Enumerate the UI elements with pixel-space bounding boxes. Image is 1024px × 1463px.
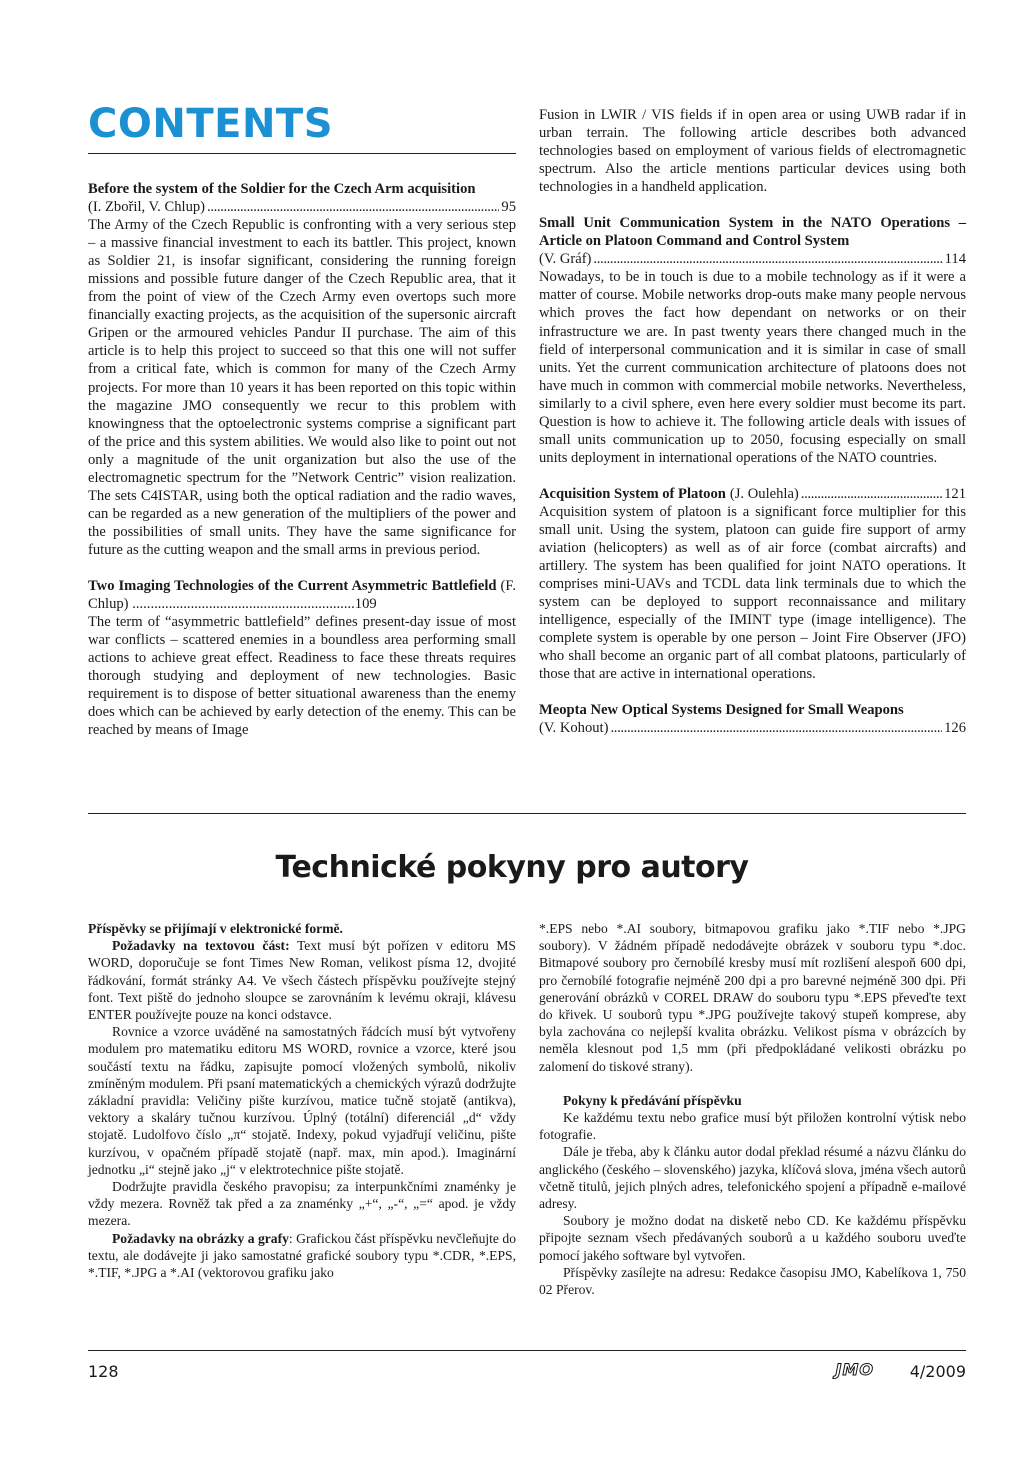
entry-abstract: Acquisition system of platoon is a significant force multiplier for this small unit. Using the system, platoon can guide fire support of army aviation (helicopters) as well as of air force (combat aircrafts) and artillery. The system has been qualified for joint NATO operations. It comprises mini-UAVs and TCDL data link terminals due to which the system can be deployed to support reconnaissance and military intelligence, especially of the IMINT type (image intelligence). The complete system is operable by one person – Joint Fire Observer (JFO) who shall become an organic part of all combat platoons, particularly of those that are active in international operations.: [539, 503, 966, 683]
leader-dots: [610, 719, 942, 737]
page-number: 128: [88, 1362, 119, 1381]
entry-authors: (J. Oulehla): [729, 485, 799, 502]
entry-title: Small Unit Communication System in the NATO Operations – Article on Platoon Command and Control System: [539, 215, 966, 250]
guidelines-intro: Příspěvky se přijímají v elektronické formě.: [88, 921, 343, 936]
entry-authors: (V. Gráf): [539, 251, 592, 268]
issue-number: 4/2009: [909, 1362, 966, 1381]
entry-title: Two Imaging Technologies of the Current Asymmetric Battlefield: [88, 577, 497, 594]
delivery-address: Příspěvky zasílejte na adresu: Redakce časopisu JMO, Kabelíkova 1, 750 02 Přerov.: [539, 1264, 966, 1298]
journal-logo: JMO: [835, 1360, 874, 1379]
footer-rule: [88, 1350, 966, 1351]
contents-entry: [539, 701, 966, 737]
page-footer: [88, 1362, 966, 1386]
entry-byline: [88, 577, 516, 613]
title-rule: [88, 153, 516, 154]
contents-entry-continuation: [539, 106, 966, 196]
entry-abstract-continued: Fusion in LWIR / VIS fields if in open area or using UWB radar if in urban terrain. The following article describes both advanced technologies based on employment of various fields of electromagnetic spectrum. Also the article mentions particular devices using both technologies in a handheld application.: [539, 107, 966, 196]
text-requirements-body: Text musí být pořízen v editoru MS WORD, doporučuje se font Times New Roman, velikost písma 12, dvojité řádkování, formát stránky A4. Ve všech částech příspěvku používejte stejný font. Text piště do jednoho sloupce se zarovnáním k levému okraji, klávesu ENTER používejte pouze na konci odstavce.: [88, 938, 516, 1023]
delivery-paragraph: Soubory je možno dodat na disketě nebo CD. Ke každému příspěvku připojte seznam všech předávaných souborů a u každého souboru uveďte pomocí jakého software byl vytvořen.: [539, 1213, 966, 1263]
delivery-heading: Pokyny k předávání příspěvku: [563, 1092, 742, 1108]
formula-rules: Rovnice a vzorce uváděné na samostatných řádcích musí být vytvořeny modulem pro matematiku editoru MS WORD, rovnice a vzorce, které jsou součástí textu na řádku, zapisujte pomocí vložených symbolů, nikoliv zmíněným modulem. Při psaní matematických a chemických výrazů dodržujte základní pravidla: Veličiny pište kurzívou, matice tučně stojatě (antikva), vektory a skaláry tučnou kurzívou. Úplný (totální) diferenciál „d“ vždy stojatě. Ludolfovo číslo „π“ stojatě. Indexy, pokud vyjadřují veličinu, pište kurzívou, v opačném případě stojatě (např. max, min apod.). Imaginární jednotku „i“ stejně jako „j“ v elektrotechnice pište stojatě.: [88, 1024, 516, 1177]
text-requirements: [88, 937, 516, 1023]
leader-dots: [593, 250, 942, 268]
entry-abstract: Nowadays, to be in touch is due to a mobile technology as if it were a matter of course. Mobile networks drop-outs make many people nervous which proves the fact how dependant on networks or on their infrastructure we are. In past twenty years there changed much in the field of interpersonal communication and it is similar in case of small units. Yet the current communication architecture of platoons does not have much in common with commercial mobile networks. Nevertheless, similarly to a civil sphere, even here every soldier must become its part. Question is how to achieve it. The following article deals with issues of small units communication up to 2050, focusing especially on small units deployment in international operations of the NATO countries.: [539, 269, 966, 466]
entry-abstract: The Army of the Czech Republic is confronting with a very serious step – a massive financial investment to each its battler. This project, known as Soldier 21, is insofar significant, considering the running foreign missions and possible future danger of the Czech Republic area, that it from the point of view of the Czech Army even overtops such more financially exacting projects, as the acquisition of the supersonic aircraft Gripen or the armoured vehicles Pandur II purchase. The aim of this article is to help this project to succeed so that this one will not suffer from a critical fate, which is common for many of the Czech Army projects. For more than 10 years it has been reported on this topic within the magazine JMO consequently we recur to this problem with knowingness that the optoelectronic systems comprise a significant part of the price and this system abilities. We would also like to point out not only a magnitude of the unit organization but also the use of the electromagnetic spectrum for the ”Network Centric” vision realization. The sets C4ISTAR, using both the optical radiation and the radio waves, can be regarded as a new generation of the multipliers of the power and the possibilities of small units. They have the same significance for future as the cutting weapon and the small arms in previous period.: [88, 217, 516, 558]
delivery-paragraph: Ke každému textu nebo grafice musí být přiložen kontrolní výtisk nebo fotografie.: [539, 1110, 966, 1143]
contents-entry: [88, 577, 516, 739]
section-divider: [88, 813, 966, 814]
entry-page: 109: [354, 596, 377, 613]
entry-abstract: The term of “asymmetric battlefield” defines present-day issue of most war conflicts – scattered enemies in a boundless area performing small actions to achieve great effect. Readiness to face these threats requires thorough studying and deployment of new technologies. Basic requirement is to dispose of better situational awareness than the enemy does which can be achieved by early detection of the enemy. This can be reached by means of Image: [88, 614, 516, 739]
contents-entry: [539, 214, 966, 467]
entry-page: 121: [944, 485, 966, 502]
delivery-paragraph: Dále je třeba, aby k článku autor dodal překlad résumé a názvu článku do anglického (českého – slovenského) jazyka, klíčová slova, jména všech autorů včetně titulů, jejich plných adres, telefonického spojení a případně e-mailové adresy.: [539, 1144, 966, 1212]
entry-title: Acquisition System of Platoon: [539, 485, 726, 502]
text-requirements-lead: Požadavky na textovou část:: [112, 938, 290, 954]
entry-page: 114: [944, 251, 966, 268]
entry-page: 126: [944, 720, 966, 737]
contents-entry: [539, 485, 966, 684]
section-title: Technické pokyny pro autory: [275, 850, 749, 885]
entry-authors: (V. Kohout): [539, 720, 609, 737]
contents-left-column: [88, 180, 516, 757]
leader-dots: [207, 198, 499, 216]
entry-byline: [88, 198, 516, 216]
leader-dots: .............................................................: [132, 596, 355, 613]
image-requirements-body: : Grafickou část příspěvku nevčleňujte do textu, ale dodávejte ji jako samostatné grafické soubory typu *.CDR, *.EPS, *.TIF, *.JPG a *.AI (vektorovou grafiku jako: [88, 1230, 516, 1281]
image-requirements-lead: Požadavky na obrázky a grafy: [112, 1230, 289, 1246]
entry-authors: (I. Zbořil, V. Chlup): [88, 199, 206, 216]
guidelines-right-column: [539, 920, 966, 1298]
image-requirements: [88, 1230, 516, 1282]
contents-right-column: [539, 106, 966, 756]
contents-entry: [88, 180, 516, 559]
entry-byline: [539, 250, 966, 268]
guidelines-left-column: [88, 920, 516, 1281]
leader-dots: [801, 485, 942, 503]
image-requirements-continued: *.EPS nebo *.AI soubory, bitmapovou grafiku jako *.TIF nebo *.JPG soubory). V žádném případě nedodávejte obrázek v souboru typu *.doc. Bitmapové soubory pro černobílé kresby musí mít rozlišení alespoň 600 dpi, pro černobílé fotografie nejméně 200 dpi a pro barevné nejméně 300 dpi. Při generování obrázků v COREL DRAW do souboru typu *.EPS převeďte text do křivek. U souborů typu *.JPG používejte takový stupeň komprese, aby byla zachována co nejlepší kvalita obrázku. Velikost písma v obrázcích by neměla klesnout pod 1,5 mm (při předpokládané velikosti obrázku po zalomení do tiskové strany).: [539, 921, 966, 1074]
entry-page: 95: [501, 199, 516, 216]
entry-byline: [539, 485, 966, 503]
contents-title: CONTENTS: [88, 101, 334, 147]
entry-authors: (F. Chlup): [88, 577, 516, 613]
entry-title: Meopta New Optical Systems Designed for Small Weapons: [539, 702, 904, 719]
spelling-rules: Dodržujte pravidla českého pravopisu; za interpunkčními znaménky je vždy mezera. Rovněž tak před a za znaménky „+“, „-“, „=“ apod. je vždy mezera.: [88, 1179, 516, 1229]
entry-title: Before the system of the Soldier for the Czech Arm acquisition: [88, 181, 476, 197]
entry-byline: [539, 719, 966, 737]
